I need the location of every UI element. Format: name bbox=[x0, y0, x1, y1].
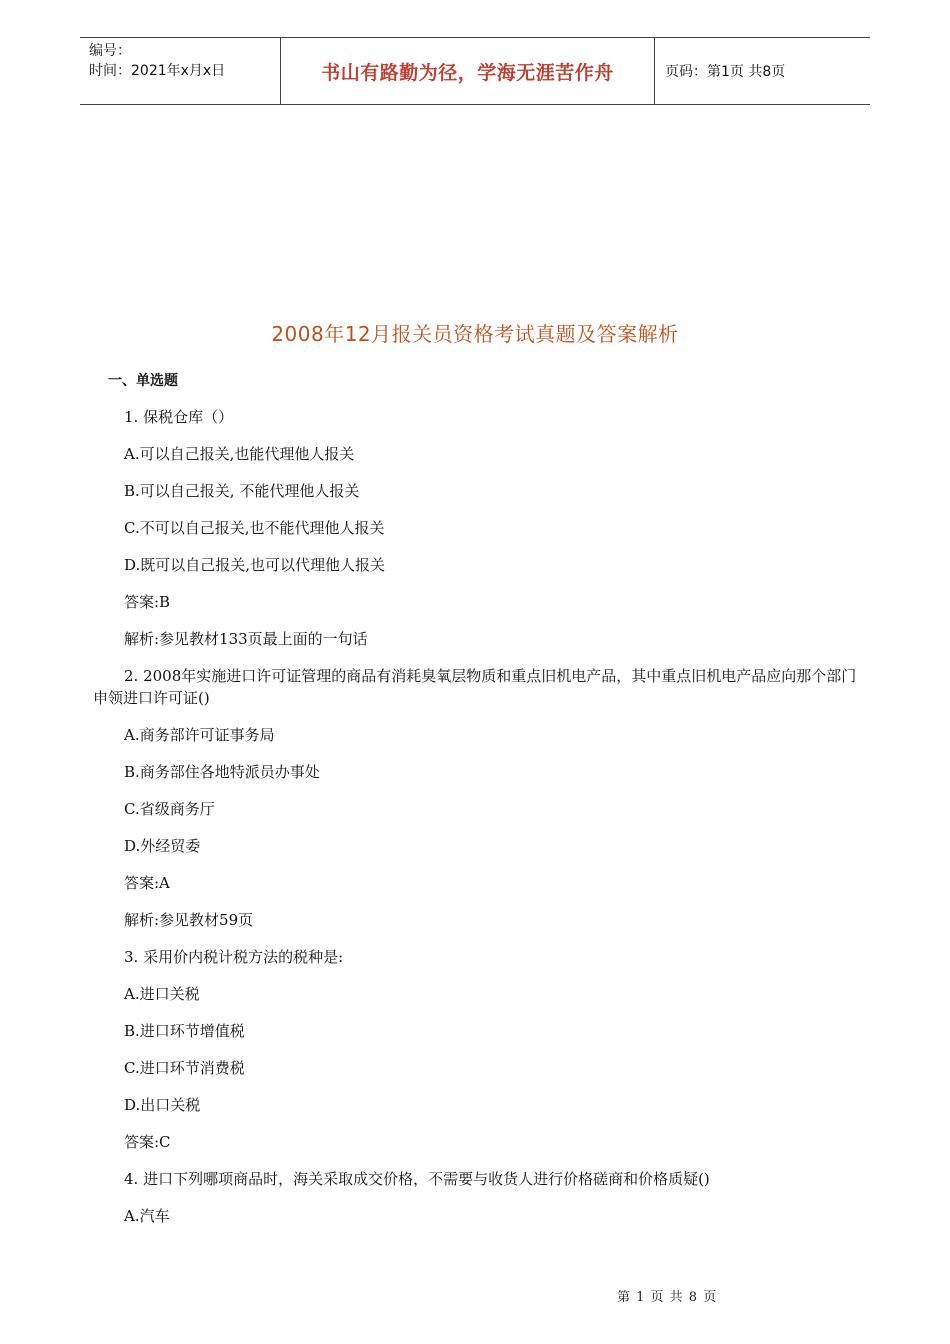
content-line: D.外经贸委 bbox=[124, 837, 201, 855]
section-heading: 一、单选题 bbox=[108, 373, 178, 389]
document-time-label: 时间：2021年x月x日 bbox=[89, 63, 226, 79]
content-line: C.不可以自己报关,也不能代理他人报关 bbox=[124, 519, 385, 537]
page-header bbox=[80, 37, 870, 105]
content-line: 答案:A bbox=[124, 874, 170, 892]
document-title: 2008年12月报关员资格考试真题及答案解析 bbox=[271, 322, 679, 346]
content-line: C.省级商务厅 bbox=[124, 800, 215, 818]
content-line: 解析:参见教材133页最上面的一句话 bbox=[124, 630, 368, 648]
content-line: A.汽车 bbox=[124, 1207, 170, 1225]
content-line: A.进口关税 bbox=[124, 985, 200, 1003]
header-motto: 书山有路勤为径，学海无涯苦作舟 bbox=[281, 38, 655, 104]
header-meta bbox=[80, 38, 281, 104]
content-line: C.进口环节消费税 bbox=[124, 1059, 245, 1077]
content-line: 解析:参见教材59页 bbox=[124, 911, 254, 929]
content-line: 答案:C bbox=[124, 1133, 171, 1151]
content-line: A.可以自己报关,也能代理他人报关 bbox=[124, 445, 355, 463]
question-content bbox=[93, 406, 863, 1242]
content-line: B.可以自己报关, 不能代理他人报关 bbox=[124, 482, 360, 500]
content-line: B.商务部住各地特派员办事处 bbox=[124, 763, 320, 781]
header-page-info: 页码：第1页 共8页 bbox=[665, 64, 786, 80]
content-line: 4. 进口下列哪项商品时，海关采取成交价格，不需要与收货人进行价格磋商和价格质疑() bbox=[124, 1170, 710, 1188]
content-line: B.进口环节增值税 bbox=[124, 1022, 245, 1040]
content-line: 答案:B bbox=[124, 593, 171, 611]
page-footer: 第 1 页 共 8 页 bbox=[617, 1290, 718, 1305]
content-line: 1. 保税仓库（） bbox=[124, 408, 234, 426]
document-number-label: 编号： bbox=[89, 43, 131, 59]
content-line: A.商务部许可证事务局 bbox=[124, 726, 275, 744]
content-line: 3. 采用价内税计税方法的税种是: bbox=[124, 948, 344, 966]
content-line: D.既可以自己报关,也可以代理他人报关 bbox=[124, 556, 386, 574]
content-line: D.出口关税 bbox=[124, 1096, 201, 1114]
content-line: 2. 2008年实施进口许可证管理的商品有消耗臭氧层物质和重点旧机电产品，其中重点旧机电产品应向那个部门申领进口许可证() bbox=[93, 667, 857, 707]
